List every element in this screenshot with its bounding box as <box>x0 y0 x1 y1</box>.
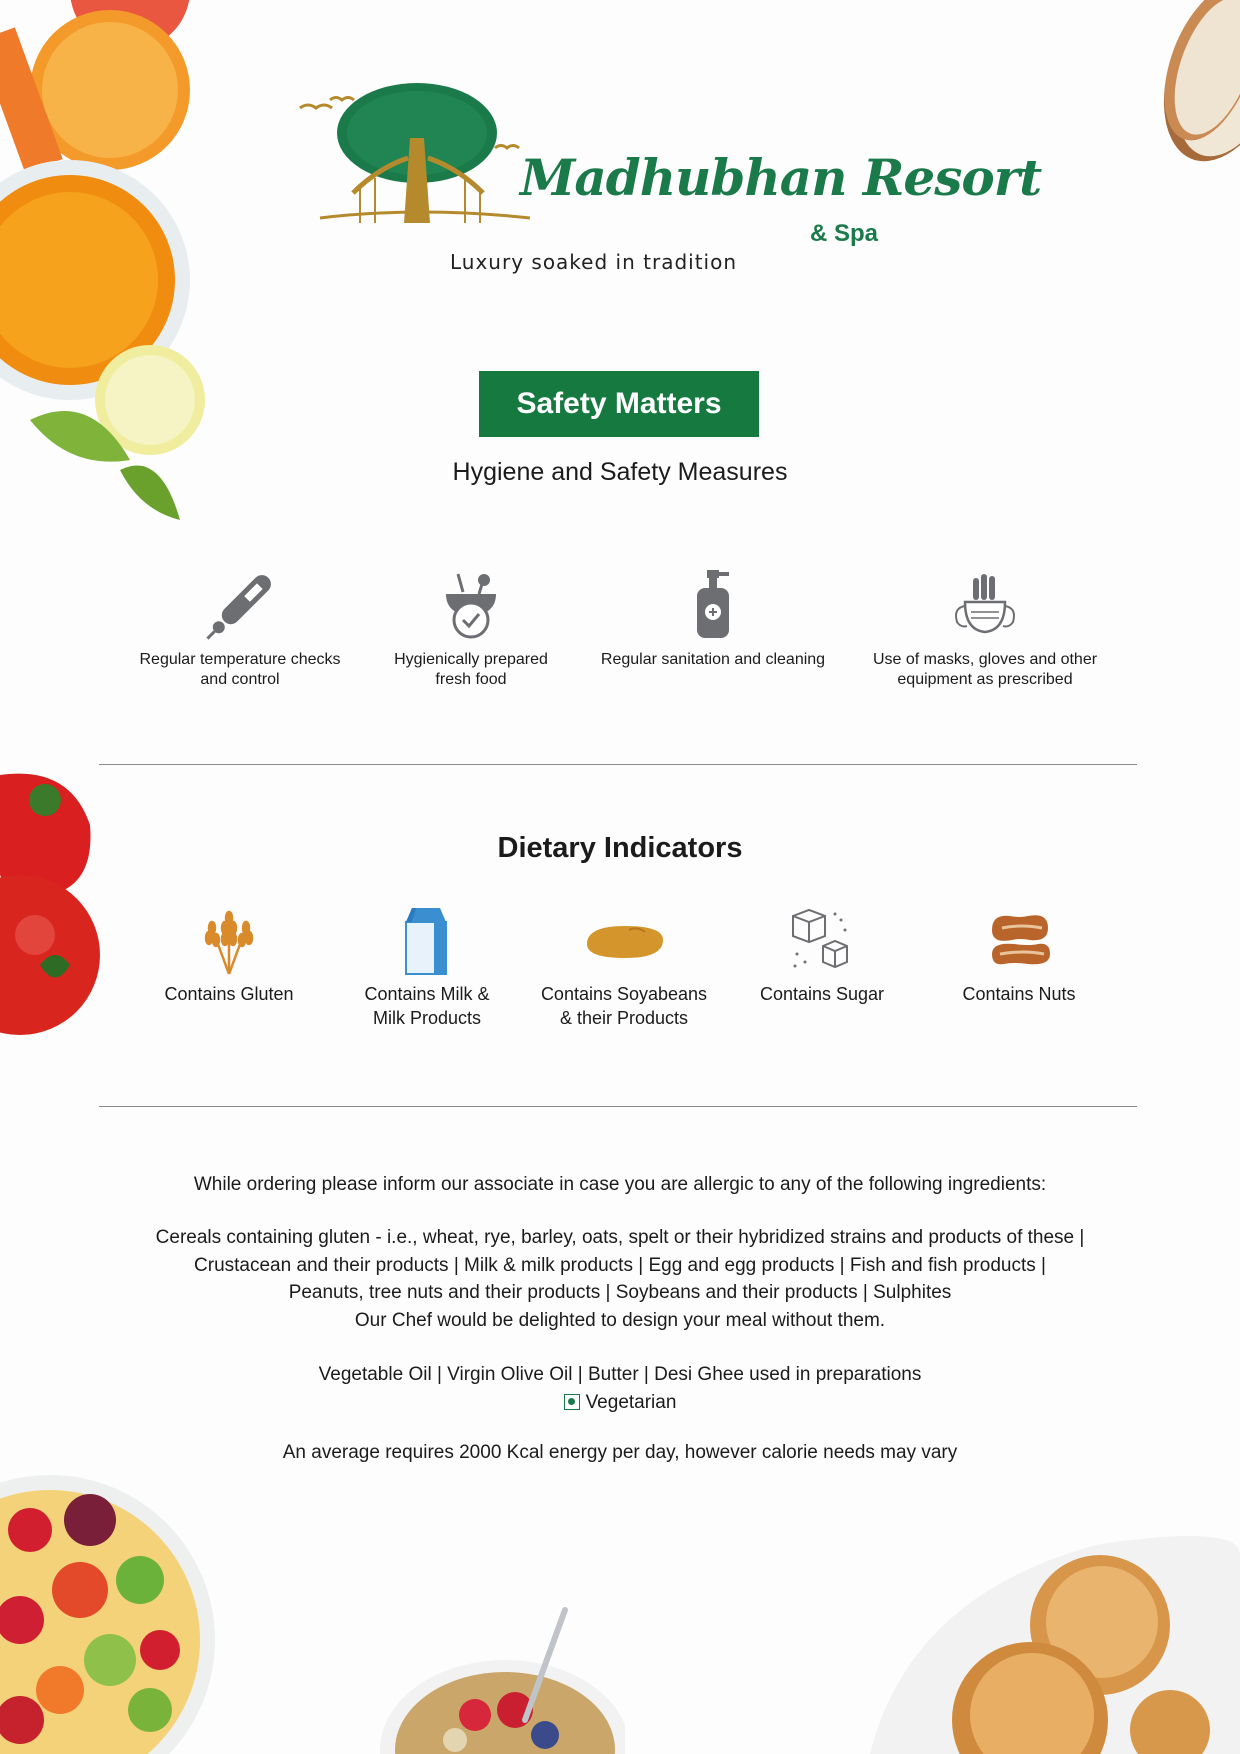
safety-item-masks <box>865 570 1105 690</box>
safety-item-hygiene <box>351 570 591 690</box>
safety-item-sanitation <box>593 570 833 670</box>
banyan-tree-logo-icon <box>290 78 530 228</box>
resort-logo <box>290 78 1042 278</box>
diet-item-nuts <box>924 906 1114 1006</box>
thermometer-icon <box>120 570 360 642</box>
sugar-cubes-icon <box>727 906 917 976</box>
bread-image <box>1115 0 1240 180</box>
diet-item-gluten <box>134 906 324 1006</box>
diet-item-soy <box>529 906 719 1030</box>
diet-label: & their Products <box>559 1008 689 1028</box>
calorie-note: An average requires 2000 Kcal energy per day, however calorie needs may vary <box>282 1442 958 1463</box>
cereal-bowl-image <box>375 1600 625 1754</box>
sanitizer-icon <box>593 570 833 642</box>
allergen-line: Peanuts, tree nuts and their products | Soybeans and their products | Sulphites <box>288 1282 952 1303</box>
oils-note: Vegetable Oil | Virgin Olive Oil | Butter | Desi Ghee used in preparations <box>318 1364 922 1385</box>
safety-label: Hygienically prepared <box>394 651 548 668</box>
muffins-image <box>840 1530 1240 1754</box>
citrus-juice-image <box>0 0 230 530</box>
section-divider <box>99 764 1137 765</box>
wheat-icon <box>134 906 324 976</box>
diet-label: Contains Sugar <box>759 984 885 1004</box>
allergy-intro: While ordering please inform our associate in case you are allergic to any of the following ingredients: <box>193 1174 1047 1195</box>
diet-label: Contains Gluten <box>164 984 294 1004</box>
diet-item-milk <box>332 906 522 1030</box>
diet-label: Contains Soyabeans <box>540 984 708 1004</box>
safety-label: equipment as prescribed <box>897 671 1073 688</box>
diet-item-sugar <box>727 906 917 1006</box>
soybean-icon <box>529 906 719 976</box>
section-divider <box>99 1106 1137 1107</box>
dietary-title: Dietary Indicators <box>497 832 743 864</box>
veg-symbol-icon <box>564 1394 580 1410</box>
chef-note: Our Chef would be delighted to design your meal without them. <box>354 1309 886 1331</box>
milk-carton-icon <box>332 906 522 976</box>
brand-tagline: Luxury soaked in tradition <box>450 250 738 274</box>
veg-indicator <box>0 1389 1240 1417</box>
vegetables-image <box>0 755 110 1045</box>
safety-label: fresh food <box>435 671 507 688</box>
brand-name: Madhubhan Resort <box>520 148 1042 207</box>
diet-label: Contains Milk & <box>364 984 490 1004</box>
fruit-bowl-image <box>0 1440 225 1754</box>
safety-badge: Safety Matters <box>479 371 759 437</box>
safety-label: Regular temperature checks <box>139 651 341 668</box>
veg-label: Vegetarian <box>585 1392 677 1413</box>
bowl-check-icon <box>351 570 591 642</box>
safety-label: and control <box>200 671 280 688</box>
mask-gloves-icon <box>865 570 1105 642</box>
peanut-icon <box>924 906 1114 976</box>
diet-label: Milk Products <box>372 1008 482 1028</box>
safety-subtitle: Hygiene and Safety Measures <box>452 458 788 486</box>
allergen-line: Cereals containing gluten - i.e., wheat, rye, barley, oats, spelt or their hybridized strains and products of these | <box>155 1227 1085 1248</box>
safety-label: Use of masks, gloves and other <box>872 651 1098 668</box>
brand-suffix: & Spa <box>810 220 879 247</box>
diet-label: Contains Nuts <box>962 984 1076 1004</box>
safety-item-temperature <box>120 570 360 690</box>
safety-label: Regular sanitation and cleaning <box>600 651 826 668</box>
allergen-list <box>0 1224 1240 1334</box>
allergen-line: Crustacean and their products | Milk & milk products | Egg and egg products | Fish and fish products | <box>194 1254 1046 1276</box>
